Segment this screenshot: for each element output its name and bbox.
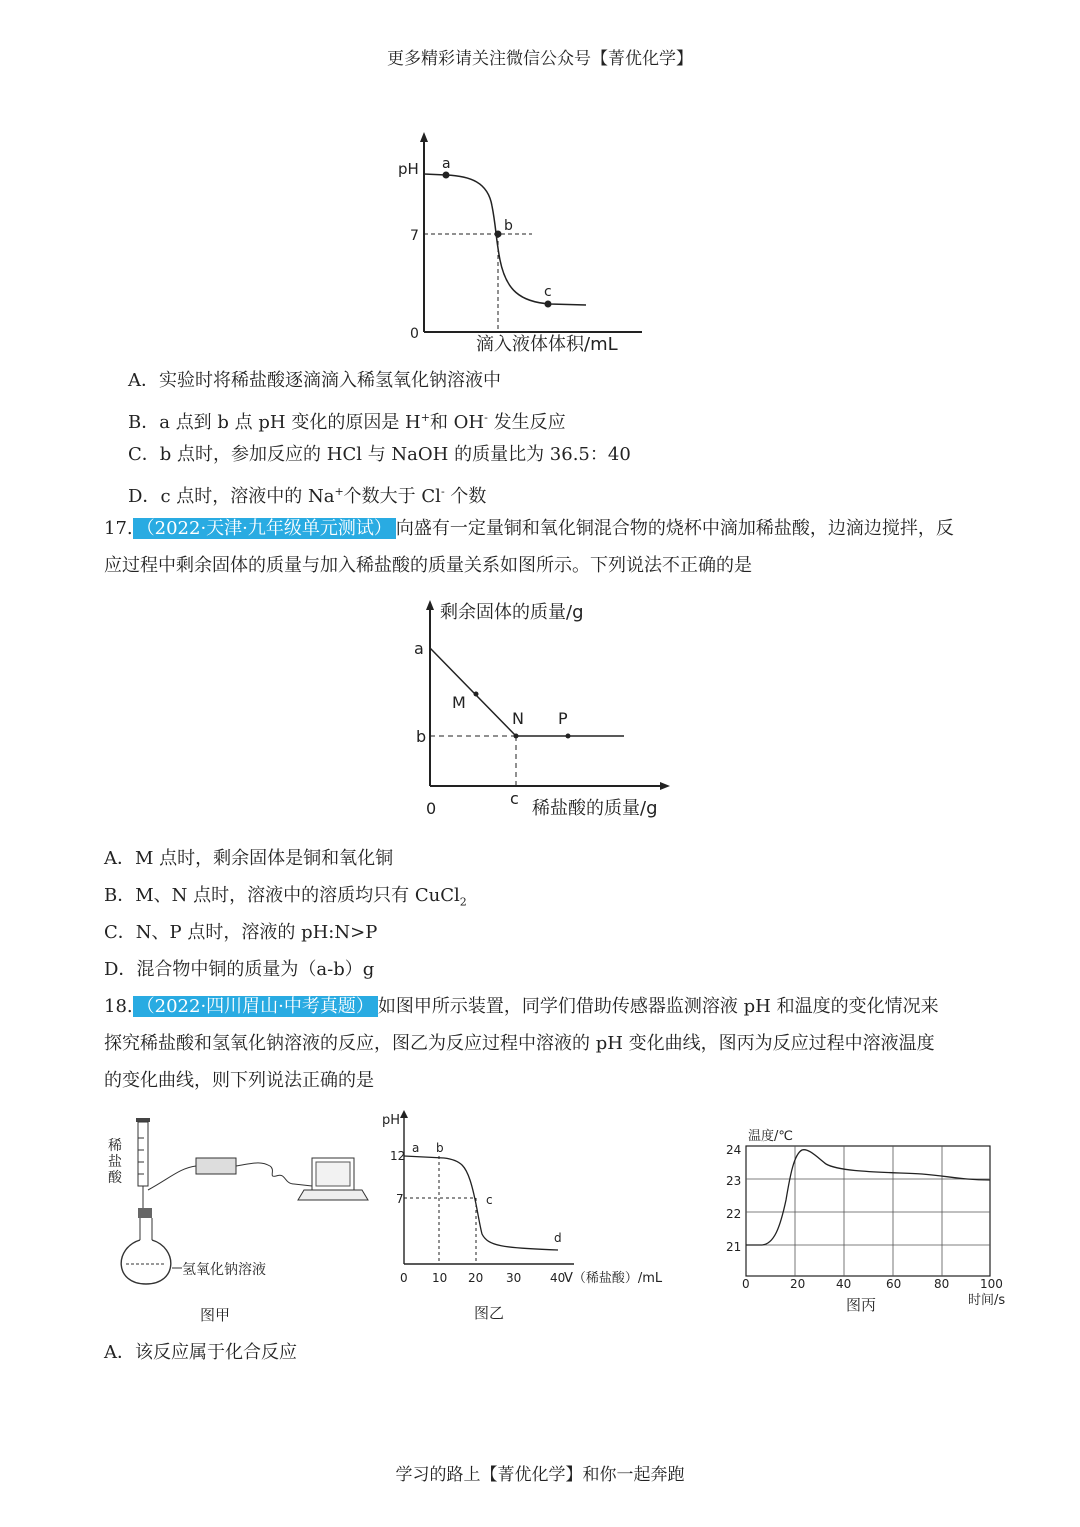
q17-option-d[interactable]: D．混合物中铜的质量为（a-b）g bbox=[104, 959, 375, 980]
acid-label-3: 酸 bbox=[108, 1170, 122, 1186]
flask-body bbox=[121, 1240, 171, 1284]
q18-stem-line-2: 探究稀盐酸和氢氧化钠溶液的反应，图乙为反应过程中溶液的 pH 变化曲线，图丙为反应过程中溶液温度 bbox=[104, 1033, 935, 1054]
q16-option-d[interactable]: D．c 点时，溶液中的 Na+个数大于 Cl- 个数 bbox=[128, 485, 487, 507]
bing-xtick-100: 100 bbox=[980, 1277, 1003, 1291]
q17-label-b: b bbox=[416, 727, 427, 746]
bing-ytick-22: 22 bbox=[726, 1207, 742, 1221]
q16-label-c: c bbox=[544, 284, 552, 300]
fig-jia-caption: 图甲 bbox=[200, 1306, 231, 1324]
yi-point-c: c bbox=[486, 1193, 493, 1207]
bing-xtick-20: 20 bbox=[790, 1277, 806, 1291]
q17-xlabel: 稀盐酸的质量/g bbox=[532, 798, 658, 819]
yi-curve bbox=[404, 1156, 558, 1250]
q16-label-b: b bbox=[504, 218, 513, 234]
q17-mass-graph bbox=[400, 596, 680, 826]
q17-point-n bbox=[514, 734, 519, 739]
page-footer: 学习的路上【菁优化学】和你一起奔跑 bbox=[395, 1465, 685, 1485]
q17-source-tag: （2022·天津·九年级单元测试） bbox=[133, 518, 396, 539]
q16-point-a bbox=[443, 172, 450, 179]
bing-xtick-0: 0 bbox=[742, 1277, 750, 1291]
q17-label-n: N bbox=[512, 709, 524, 728]
q17-label-c: c bbox=[510, 789, 519, 808]
bing-xtick-40: 40 bbox=[836, 1277, 852, 1291]
q17-option-a[interactable]: A．M 点时，剩余固体是铜和氧化铜 bbox=[104, 848, 394, 869]
q18-number: 18. bbox=[104, 996, 133, 1017]
q17-origin: 0 bbox=[426, 799, 437, 818]
yi-xtick-0: 0 bbox=[400, 1271, 408, 1285]
q17-x-arrow bbox=[660, 782, 670, 790]
sensor-cable bbox=[148, 1166, 196, 1190]
yi-xtick-40: 40 bbox=[550, 1271, 566, 1285]
q17-decline-line bbox=[430, 648, 516, 736]
yi-xtick-20: 20 bbox=[468, 1271, 484, 1285]
q17-option-b[interactable]: B．M、N 点时，溶液中的溶质均只有 CuCl$_2$ bbox=[104, 885, 467, 909]
bing-ytick-21: 21 bbox=[726, 1240, 742, 1254]
q16-option-b[interactable]: B．a 点到 b 点 pH 变化的原因是 H+和 OH- 发生反应 bbox=[128, 411, 566, 433]
bing-xtick-80: 80 bbox=[934, 1277, 950, 1291]
q17-label-p: P bbox=[558, 709, 568, 728]
yi-ylabel: pH bbox=[382, 1113, 401, 1128]
burette-cap bbox=[136, 1118, 150, 1122]
bing-xlabel: 时间/s bbox=[968, 1293, 1006, 1308]
bing-curve bbox=[746, 1150, 990, 1245]
q17-y-arrow bbox=[426, 600, 434, 610]
apparatus-figure bbox=[100, 1108, 380, 1328]
fig-yi-caption: 图乙 bbox=[474, 1304, 505, 1322]
q16-origin: 0 bbox=[410, 326, 419, 342]
bing-ylabel: 温度/℃ bbox=[748, 1129, 793, 1144]
q17-ylabel: 剩余固体的质量/g bbox=[440, 602, 584, 623]
q17-number: 17. bbox=[104, 518, 133, 539]
q16-y-arrow bbox=[420, 132, 428, 142]
bing-grid bbox=[746, 1146, 990, 1276]
laptop-base bbox=[298, 1190, 368, 1200]
acid-label-1: 稀 bbox=[108, 1138, 122, 1154]
q18-source-tag: （2022·四川眉山·中考真题） bbox=[133, 996, 378, 1017]
q16-ylabel: pH bbox=[398, 160, 419, 178]
q17-label-m: M bbox=[452, 693, 466, 712]
q16-point-b bbox=[495, 231, 502, 238]
yi-point-d: d bbox=[554, 1231, 562, 1245]
q17-point-p bbox=[566, 734, 571, 739]
q16-ph-graph bbox=[380, 130, 650, 360]
fig-yi-graph bbox=[378, 1108, 678, 1328]
q17-label-a: a bbox=[414, 639, 424, 658]
q16-tick-7: 7 bbox=[410, 228, 419, 244]
q16-curve bbox=[424, 174, 586, 305]
yi-xlabel: V（稀盐酸）/mL bbox=[564, 1271, 663, 1286]
acid-label-2: 盐 bbox=[108, 1154, 122, 1170]
fig-bing-caption: 图丙 bbox=[846, 1296, 877, 1314]
q16-label-a: a bbox=[442, 156, 451, 172]
page-header: 更多精彩请关注微信公众号【菁优化学】 bbox=[387, 49, 693, 69]
yi-xtick-30: 30 bbox=[506, 1271, 522, 1285]
q16-point-c bbox=[545, 301, 552, 308]
yi-point-a: a bbox=[412, 1141, 420, 1155]
bing-xtick-60: 60 bbox=[886, 1277, 902, 1291]
bing-ytick-23: 23 bbox=[726, 1174, 742, 1188]
q17-point-m bbox=[474, 692, 479, 697]
bing-plot-frame bbox=[746, 1146, 990, 1276]
burette-tube bbox=[138, 1122, 148, 1186]
bing-ytick-24: 24 bbox=[726, 1143, 742, 1157]
yi-xtick-10: 10 bbox=[432, 1271, 448, 1285]
q17-stem-line-2: 应过程中剩余固体的质量与加入稀盐酸的质量关系如图所示。下列说法不正确的是 bbox=[104, 555, 752, 576]
q18-stem-line-1: 18. （2022·四川眉山·中考真题） 如图甲所示装置，同学们借助传感器监测溶液 pH 和温度的变化情况来 bbox=[104, 996, 939, 1017]
q16-xlabel: 滴入液体体积/mL bbox=[476, 334, 618, 355]
q18-stem-line-3: 的变化曲线，则下列说法正确的是 bbox=[104, 1070, 374, 1091]
yi-ytick-7: 7 bbox=[396, 1192, 404, 1206]
q18-option-a[interactable]: A．该反应属于化合反应 bbox=[104, 1342, 297, 1363]
solution-label: 氢氧化钠溶液 bbox=[182, 1262, 266, 1278]
q17-option-c[interactable]: C．N、P 点时，溶液的 pH:N>P bbox=[104, 922, 378, 943]
fig-bing-graph bbox=[722, 1124, 1022, 1320]
sensor-box bbox=[196, 1158, 236, 1174]
flask-stopper bbox=[138, 1208, 152, 1218]
yi-point-b: b bbox=[436, 1141, 444, 1155]
q16-option-a[interactable]: A．实验时将稀盐酸逐滴滴入稀氢氧化钠溶液中 bbox=[128, 370, 501, 391]
laptop-cable bbox=[236, 1163, 312, 1186]
q16-option-c[interactable]: C．b 点时，参加反应的 HCl 与 NaOH 的质量比为 36.5：40 bbox=[128, 444, 631, 465]
q17-stem-line-1: 17. （2022·天津·九年级单元测试） 向盛有一定量铜和氧化铜混合物的烧杯中滴加稀盐酸，边滴边搅拌，反 bbox=[104, 518, 954, 539]
yi-ytick-12: 12 bbox=[390, 1149, 406, 1163]
